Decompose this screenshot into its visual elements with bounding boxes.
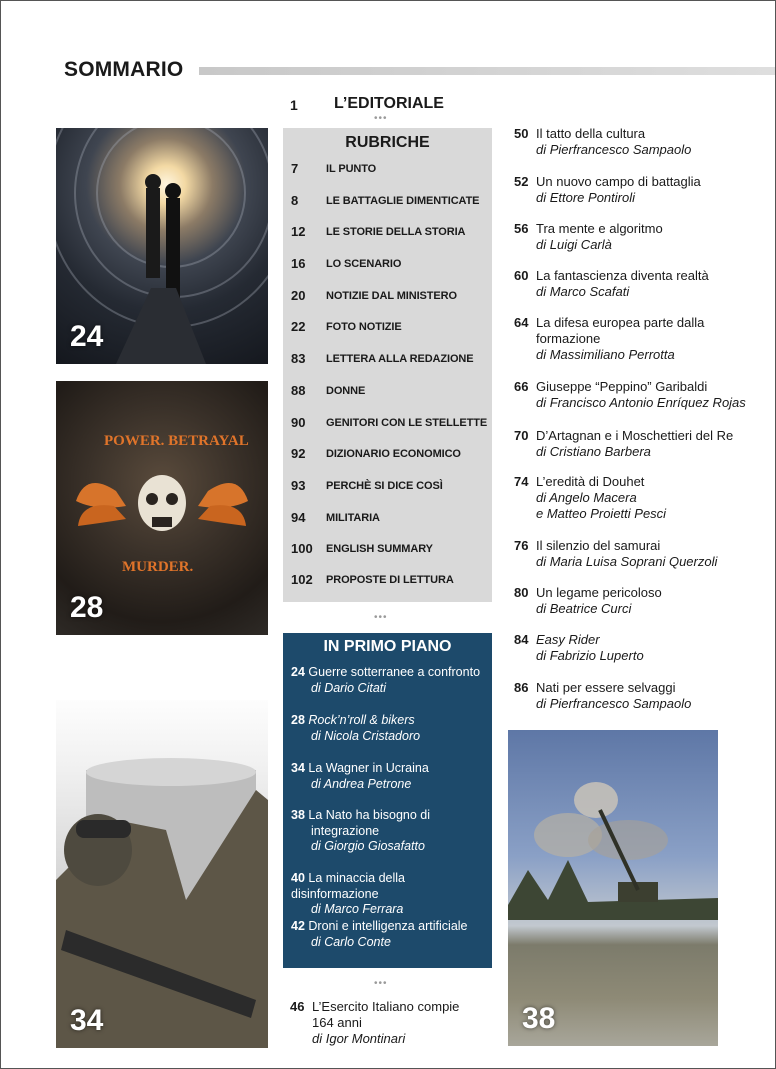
rubriche-box bbox=[283, 128, 492, 602]
article-item[interactable]: 60 La fantascienza diventa realtà di Marco Scafati bbox=[514, 268, 709, 299]
in-primo-piano-item[interactable]: 24 Guerre sotterranee a confronto di Dario Citati bbox=[291, 665, 481, 695]
in-primo-piano-title: IN PRIMO PIANO bbox=[323, 638, 452, 655]
rubriche-item[interactable]: 7 IL PUNTO bbox=[291, 161, 377, 176]
photo-soldier[interactable] bbox=[56, 700, 268, 1048]
article-item[interactable]: 70 D’Artagnan e i Moschettieri del Re di Cristiano Barbera bbox=[514, 428, 734, 459]
title-rule bbox=[199, 67, 775, 75]
article-item[interactable]: 84 Easy Rider di Fabrizio Luperto bbox=[514, 632, 644, 663]
page-title: SOMMARIO bbox=[64, 58, 184, 81]
photo-page-number: 24 bbox=[70, 320, 104, 353]
article-item[interactable]: 76 Il silenzio del samurai di Maria Luisa Soprani Querzoli bbox=[514, 538, 718, 569]
separator-dots: ••• bbox=[374, 612, 388, 623]
article-item[interactable]: 66 Giuseppe “Peppino” Garibaldi di Francisco Antonio Enríquez Rojas bbox=[514, 379, 746, 410]
photo-page-number: 38 bbox=[522, 1002, 556, 1035]
rubriche-item[interactable]: 20 NOTIZIE DAL MINISTERO bbox=[291, 288, 457, 303]
in-primo-piano-item[interactable]: 28 Rock’n’roll & bikers di Nicola Cristadoro bbox=[291, 713, 421, 743]
rubriche-item[interactable]: 92 DIZIONARIO ECONOMICO bbox=[291, 446, 461, 461]
bottom-article[interactable]: 46 L’Esercito Italiano compie 164 anni di Igor Montinari bbox=[290, 999, 460, 1046]
photo-page-number: 28 bbox=[70, 591, 104, 624]
patch-bottom-text: MURDER. bbox=[122, 559, 194, 575]
rubriche-item[interactable]: 90 GENITORI CON LE STELLETTE bbox=[291, 415, 488, 430]
photo-page-number: 34 bbox=[70, 1004, 104, 1037]
in-primo-piano-item[interactable]: 42 Droni e intelligenza artificiale di Carlo Conte bbox=[291, 919, 468, 949]
editoriale-label[interactable]: L’EDITORIALE bbox=[334, 95, 444, 112]
article-item[interactable]: 50 Il tatto della cultura di Pierfrancesco Sampaolo bbox=[514, 126, 692, 157]
in-primo-piano-box bbox=[283, 633, 492, 968]
rubriche-item[interactable]: 94 MILITARIA bbox=[291, 510, 380, 525]
rubriche-item[interactable]: 88 DONNE bbox=[291, 383, 366, 398]
article-item[interactable]: 86 Nati per essere selvaggi di Pierfrancesco Sampaolo bbox=[514, 680, 692, 711]
rubriche-item[interactable]: 93 PERCHÈ SI DICE COSÌ bbox=[291, 478, 443, 493]
editoriale-number[interactable]: 1 bbox=[290, 97, 298, 113]
rubriche-title: RUBRICHE bbox=[345, 134, 430, 151]
photo-biker-jacket[interactable] bbox=[56, 381, 268, 635]
patch-top-text: POWER. BETRAYAL bbox=[104, 433, 249, 449]
rubriche-item[interactable]: 22 FOTO NOTIZIE bbox=[291, 319, 402, 334]
rubriche-item[interactable]: 102 PROPOSTE DI LETTURA bbox=[291, 572, 454, 587]
article-item[interactable]: 64 La difesa europea parte dalla formazione di Massimiliano Perrotta bbox=[514, 315, 705, 362]
article-item[interactable]: 56 Tra mente e algoritmo di Luigi Carlà bbox=[514, 221, 663, 252]
article-item[interactable]: 80 Un legame pericoloso di Beatrice Curci bbox=[514, 585, 662, 616]
in-primo-piano-item[interactable]: 34 La Wagner in Ucraina di Andrea Petrone bbox=[291, 761, 429, 791]
article-item[interactable]: 74 L’eredità di Douhet di Angelo Macera e Matteo Proietti Pesci bbox=[514, 474, 667, 521]
separator-dots: ••• bbox=[374, 978, 388, 989]
rubriche-item[interactable]: 100 ENGLISH SUMMARY bbox=[291, 541, 433, 556]
howitzer-scene bbox=[508, 730, 718, 1046]
in-primo-piano-item[interactable]: 38 La Nato ha bisogno di integrazione di Giorgio Giosafatto bbox=[291, 808, 431, 853]
in-primo-piano-item[interactable]: 40 La minaccia della disinformazione di Marco Ferrara bbox=[291, 871, 405, 916]
separator-dots: ••• bbox=[374, 113, 388, 124]
rubriche-item[interactable]: 8 LE BATTAGLIE DIMENTICATE bbox=[291, 193, 480, 208]
rubriche-item[interactable]: 83 LETTERA ALLA REDAZIONE bbox=[291, 351, 474, 366]
rubriche-item[interactable]: 12 LE STORIE DELLA STORIA bbox=[291, 224, 466, 239]
article-item[interactable]: 52 Un nuovo campo di battaglia di Ettore Pontiroli bbox=[514, 174, 701, 205]
photo-tunnel[interactable] bbox=[56, 128, 268, 364]
photo-howitzer[interactable] bbox=[508, 730, 718, 1046]
soldier-figure bbox=[56, 700, 268, 1048]
rubriche-item[interactable]: 16 LO SCENARIO bbox=[291, 256, 402, 271]
